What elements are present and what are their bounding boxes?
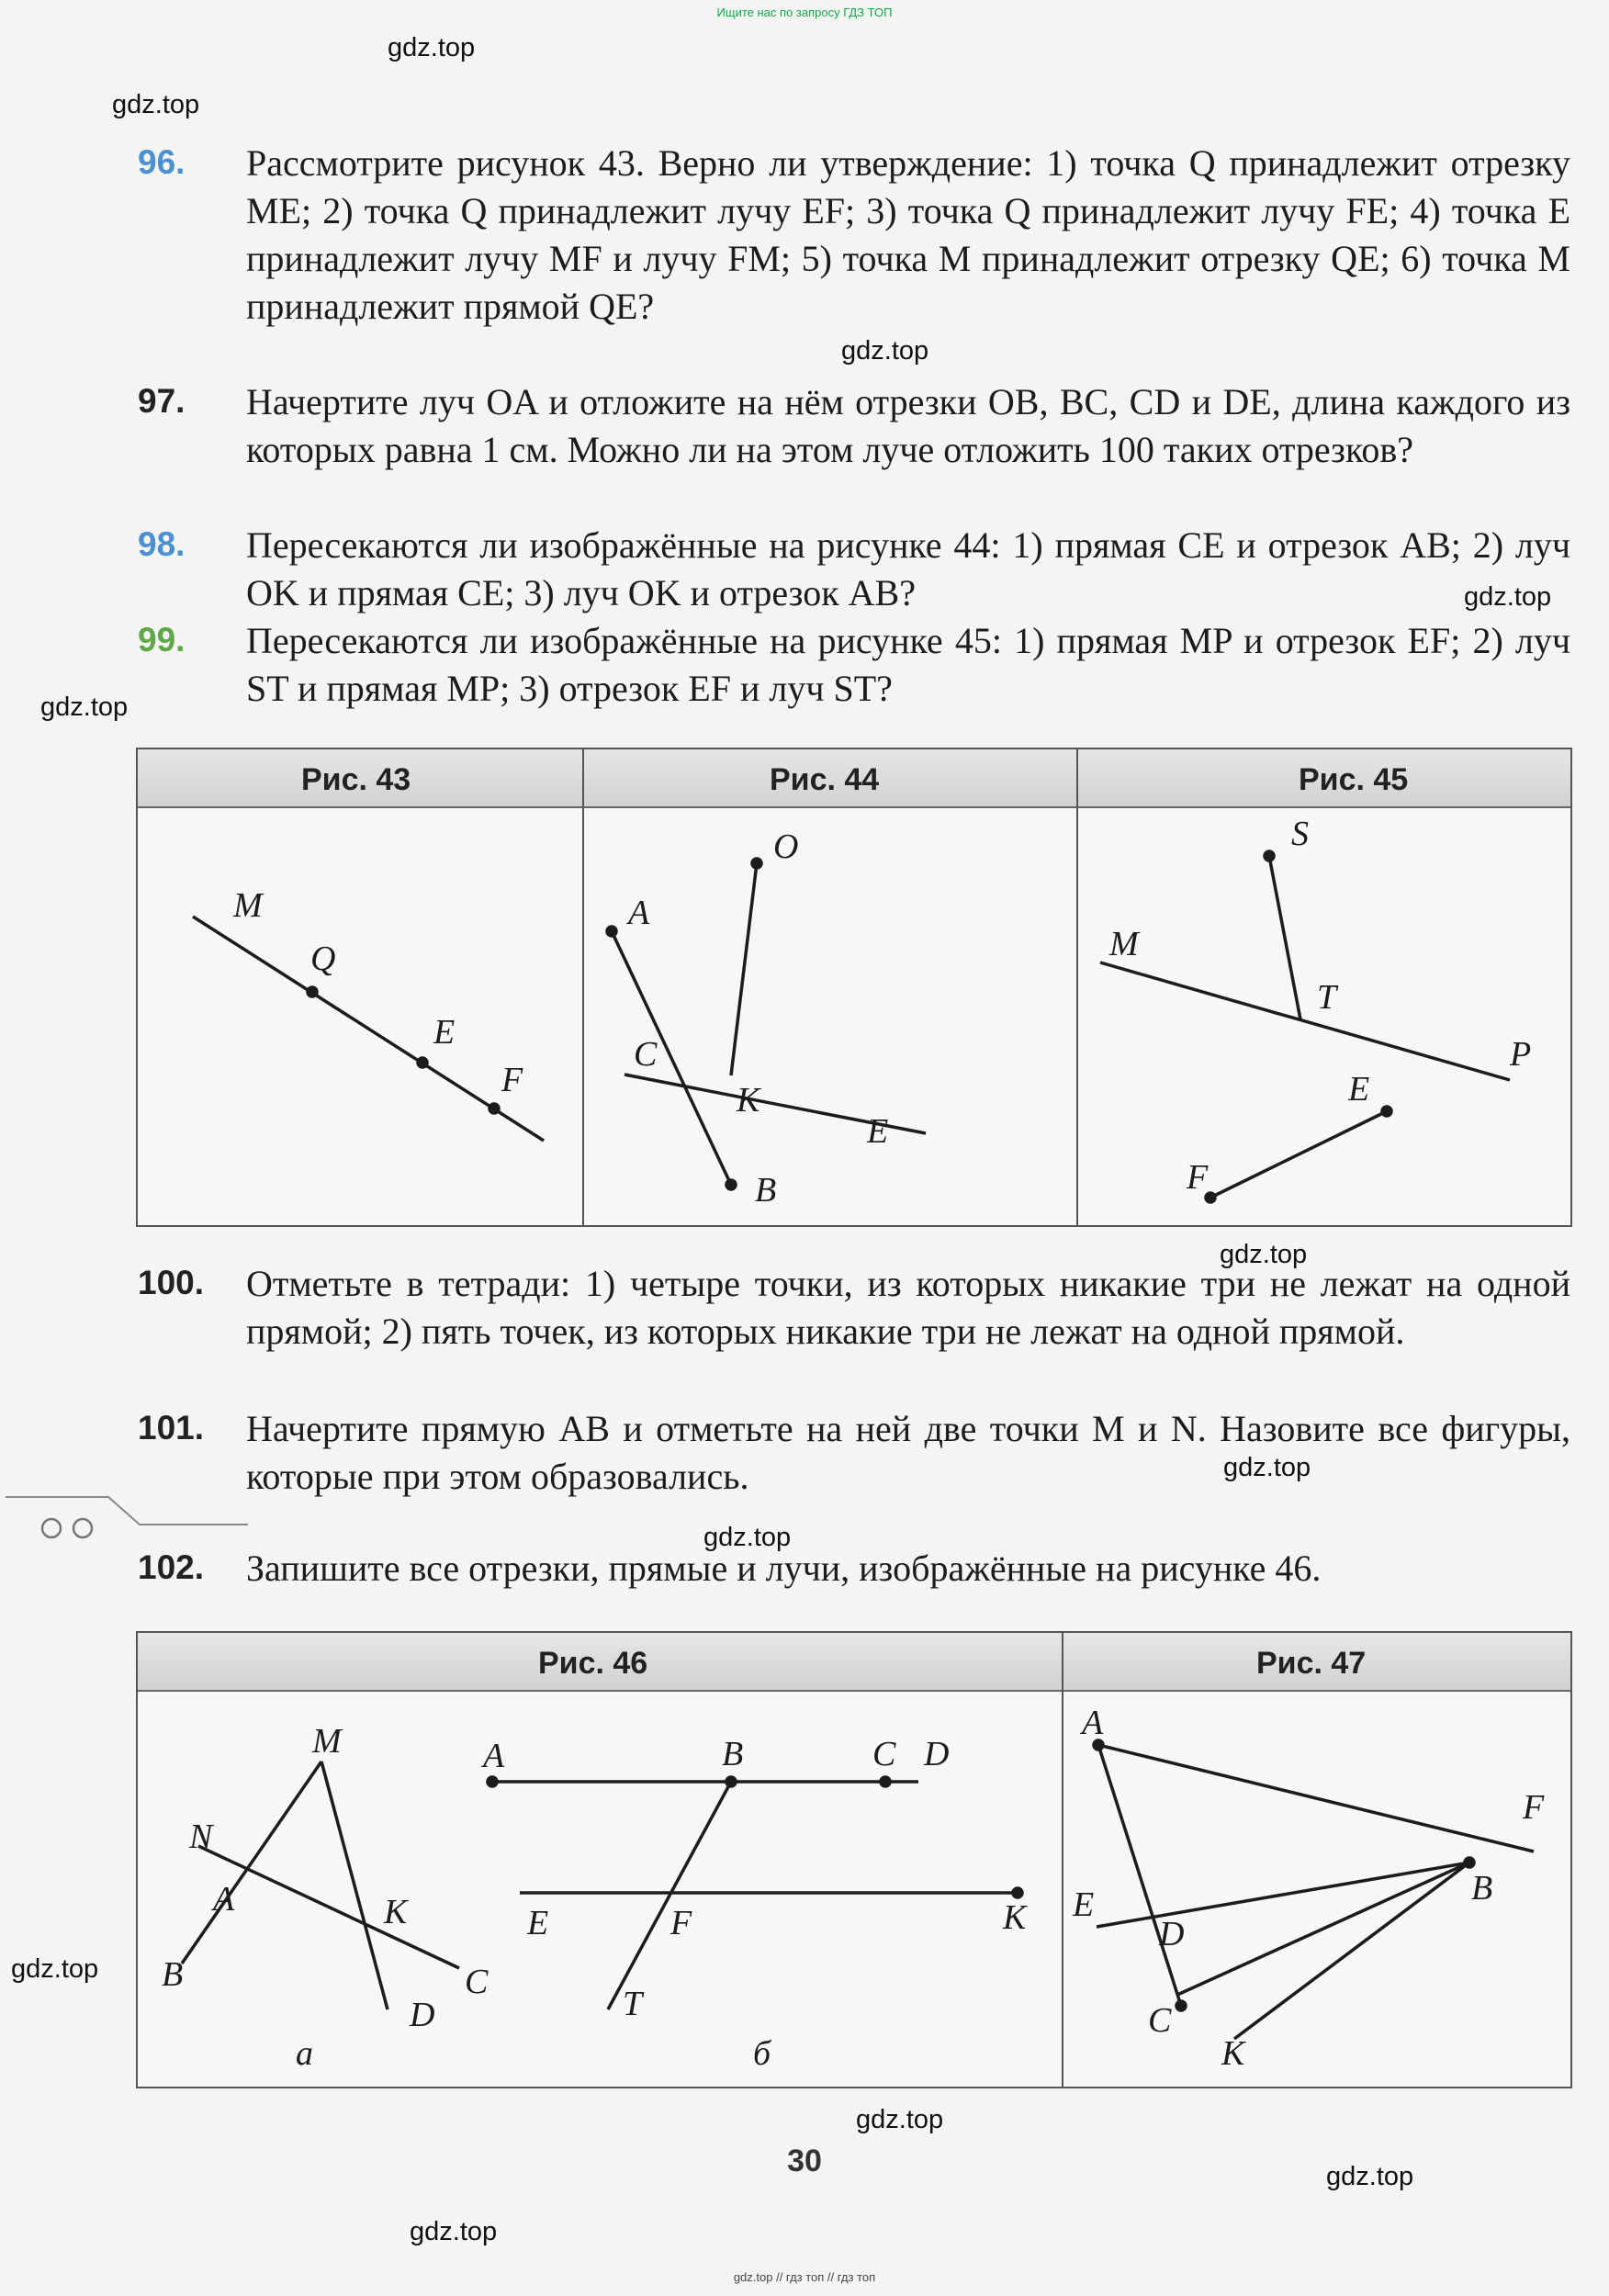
fig47-segment-AC xyxy=(1098,1745,1181,2006)
watermark: gdz.top xyxy=(1220,1240,1308,1269)
fig47-point-B xyxy=(1465,1858,1474,1867)
fig44-point-A xyxy=(607,927,616,936)
watermark: gdz.top xyxy=(11,1954,99,1984)
fig44 xyxy=(607,827,926,1210)
problem-99 xyxy=(138,617,1570,713)
fig44-label-B: B xyxy=(755,1171,777,1210)
fig46b-label-C: C xyxy=(872,1735,896,1773)
fig46b-label-A: A xyxy=(483,1737,505,1775)
fig46b-point-A xyxy=(488,1777,497,1786)
fig47-ray-BK xyxy=(1234,1863,1469,2039)
fig45-segment-EF xyxy=(1210,1111,1387,1198)
problem-number: 97. xyxy=(138,382,186,420)
fig44-point-B xyxy=(726,1180,736,1189)
fig46a xyxy=(162,1722,489,2073)
problem-100 xyxy=(138,1260,1570,1356)
problem-text: Рассмотрите рисунок 43. Верно ли утверждение: 1) точка Q принадлежит отрезку ME; 2) точка Q принадлежит лучу EF; 3) точка Q принадлежит лучу FE; 4) точка E принадлежит лучу MF и лучу FM; 5) точка M принадлежит отрезку QE; 6) точка M принадлежит прямой QE? xyxy=(246,142,1570,327)
watermark: gdz.top xyxy=(40,692,129,722)
fig47-ray-AF xyxy=(1098,1745,1534,1851)
watermark: gdz.top xyxy=(856,2105,944,2134)
fig46a-label-M: M xyxy=(312,1722,342,1761)
watermark: gdz.top xyxy=(1223,1453,1311,1482)
problem-text: Начертите прямую AB и отметьте на ней две точки M и N. Назовите все фигуры, которые при этом образовались. xyxy=(246,1408,1570,1497)
fig47-label-D: D xyxy=(1159,1915,1185,1953)
watermark: gdz.top xyxy=(703,1523,792,1552)
fig44-ray-OK xyxy=(731,863,757,1075)
watermark: gdz.top xyxy=(410,2217,498,2246)
fig45-point-S xyxy=(1265,851,1274,861)
fig45-title: Рис. 45 xyxy=(1299,762,1409,797)
watermark: gdz.top xyxy=(112,90,200,119)
problem-number: 96. xyxy=(138,143,186,181)
fig45-label-M: M xyxy=(1109,925,1139,963)
problem-number: 101. xyxy=(138,1409,205,1446)
watermark: gdz.top xyxy=(841,336,929,366)
fig44-segment-AB xyxy=(612,931,731,1185)
fig46a-label-D: D xyxy=(410,1996,435,2034)
fig43-label-F: F xyxy=(501,1061,523,1099)
figures-46-47 xyxy=(136,1631,1572,2088)
problem-number: 99. xyxy=(138,621,186,658)
fig45-line-MP xyxy=(1100,962,1510,1080)
fig46-title: Рис. 46 xyxy=(538,1646,648,1681)
top-banner: Ищите нас по запросу ГДЗ ТОП xyxy=(716,6,893,19)
figures-row2-drawing xyxy=(138,1633,1570,2087)
fig43-point-F xyxy=(489,1104,499,1113)
fig45-label-T: T xyxy=(1317,978,1337,1017)
problem-number: 98. xyxy=(138,525,186,563)
fig46b-caption: б xyxy=(753,2034,771,2073)
fig43-label-Q: Q xyxy=(310,940,336,978)
watermark: gdz.top xyxy=(388,33,476,62)
fig44-label-A: A xyxy=(628,894,650,932)
fig47-segment-CB xyxy=(1177,1863,1469,1995)
fig47-label-E: E xyxy=(1073,1885,1095,1924)
watermark: gdz.top xyxy=(1464,582,1552,612)
fig47-point-C xyxy=(1176,2001,1186,2010)
fig46a-line-NC xyxy=(198,1846,459,1968)
problem-text: Пересекаются ли изображённые на рисунке 45: 1) прямая MP и отрезок EF; 2) луч ST и прямая MP; 3) отрезок EF и луч ST? xyxy=(246,620,1570,709)
page-number: 30 xyxy=(787,2144,822,2178)
fig45-label-P: P xyxy=(1510,1035,1532,1074)
problem-number: 102. xyxy=(138,1548,205,1586)
fig45-label-E: E xyxy=(1348,1070,1370,1109)
fig47-line-EB xyxy=(1097,1863,1469,1927)
margin-circle-icon xyxy=(73,1519,92,1537)
fig44-label-E: E xyxy=(867,1112,889,1151)
fig47-label-K: K xyxy=(1221,2034,1245,2073)
fig43-label-M: M xyxy=(233,886,263,925)
problem-102 xyxy=(138,1545,1570,1593)
fig47-label-B: B xyxy=(1471,1869,1493,1908)
figures-43-45 xyxy=(136,748,1572,1227)
figures-row1-drawing xyxy=(138,749,1570,1225)
fig44-title: Рис. 44 xyxy=(770,762,880,797)
problem-number: 100. xyxy=(138,1264,205,1301)
fig43-point-E xyxy=(418,1058,427,1067)
fig43-point-Q xyxy=(308,987,317,996)
fig46b-ray-BT xyxy=(608,1782,731,2009)
fig43-title: Рис. 43 xyxy=(301,762,411,797)
problem-98 xyxy=(138,522,1570,617)
fig47-label-F: F xyxy=(1523,1788,1545,1827)
fig47 xyxy=(1072,1704,1545,2073)
fig44-label-K: K xyxy=(737,1081,760,1120)
fig46b xyxy=(480,1735,1028,2073)
fig46a-label-N: N xyxy=(189,1818,213,1856)
fig47-label-C: C xyxy=(1148,2001,1172,2040)
problem-text: Начертите луч OA и отложите на нём отрезки OB, BC, CD и DE, длина каждого из которых равна 1 см. Можно ли на этом луче отложить 100 таких отрезков? xyxy=(246,381,1570,470)
fig44-point-O xyxy=(752,859,761,868)
fig45-ray-ST xyxy=(1269,856,1300,1019)
problem-97 xyxy=(138,378,1570,474)
fig46b-label-E: E xyxy=(527,1904,549,1942)
fig46b-label-B: B xyxy=(722,1735,744,1773)
fig47-label-A: A xyxy=(1082,1704,1104,1742)
fig43-label-E: E xyxy=(433,1013,456,1052)
problem-text: Пересекаются ли изображённые на рисунке 44: 1) прямая CE и отрезок AB; 2) луч OK и прямая CE; 3) луч OK и отрезок AB? xyxy=(246,524,1570,613)
problem-101 xyxy=(138,1405,1570,1501)
bottom-banner: gdz.top // гдз топ // гдз топ xyxy=(733,2270,876,2284)
fig46a-line-MB xyxy=(182,1761,321,1964)
fig46b-label-D: D xyxy=(924,1735,950,1773)
fig46a-caption: а xyxy=(296,2034,313,2073)
fig46b-label-T: T xyxy=(623,1985,643,2023)
fig46b-label-F: F xyxy=(670,1904,692,1942)
fig46a-label-A: A xyxy=(213,1880,235,1919)
watermark: gdz.top xyxy=(1326,2162,1414,2191)
fig45-label-F: F xyxy=(1187,1158,1209,1197)
margin-circle-icon xyxy=(42,1519,61,1537)
problem-text: Отметьте в тетради: 1) четыре точки, из которых никакие три не лежат на одной прямой; 2) пять точек, из которых никакие три не лежат на одной прямой. xyxy=(246,1263,1570,1352)
fig43 xyxy=(193,886,544,1141)
fig46b-point-K xyxy=(1013,1888,1022,1897)
fig44-label-O: O xyxy=(773,827,799,866)
fig46a-label-K: K xyxy=(384,1893,408,1931)
fig46a-label-C: C xyxy=(465,1963,489,2001)
fig46b-label-K: K xyxy=(1003,1898,1027,1937)
fig44-label-C: C xyxy=(634,1035,658,1074)
fig46b-point-C xyxy=(881,1777,890,1786)
fig47-title: Рис. 47 xyxy=(1256,1646,1367,1681)
fig46a-label-B: B xyxy=(162,1955,184,1994)
fig45-point-E xyxy=(1382,1107,1391,1116)
problem-text: Запишите все отрезки, прямые и лучи, изображённые на рисунке 46. xyxy=(246,1548,1322,1589)
fig46a-line-MD xyxy=(321,1761,388,2009)
problem-96 xyxy=(138,140,1570,331)
fig45 xyxy=(1100,815,1531,1202)
fig45-label-S: S xyxy=(1291,815,1309,853)
